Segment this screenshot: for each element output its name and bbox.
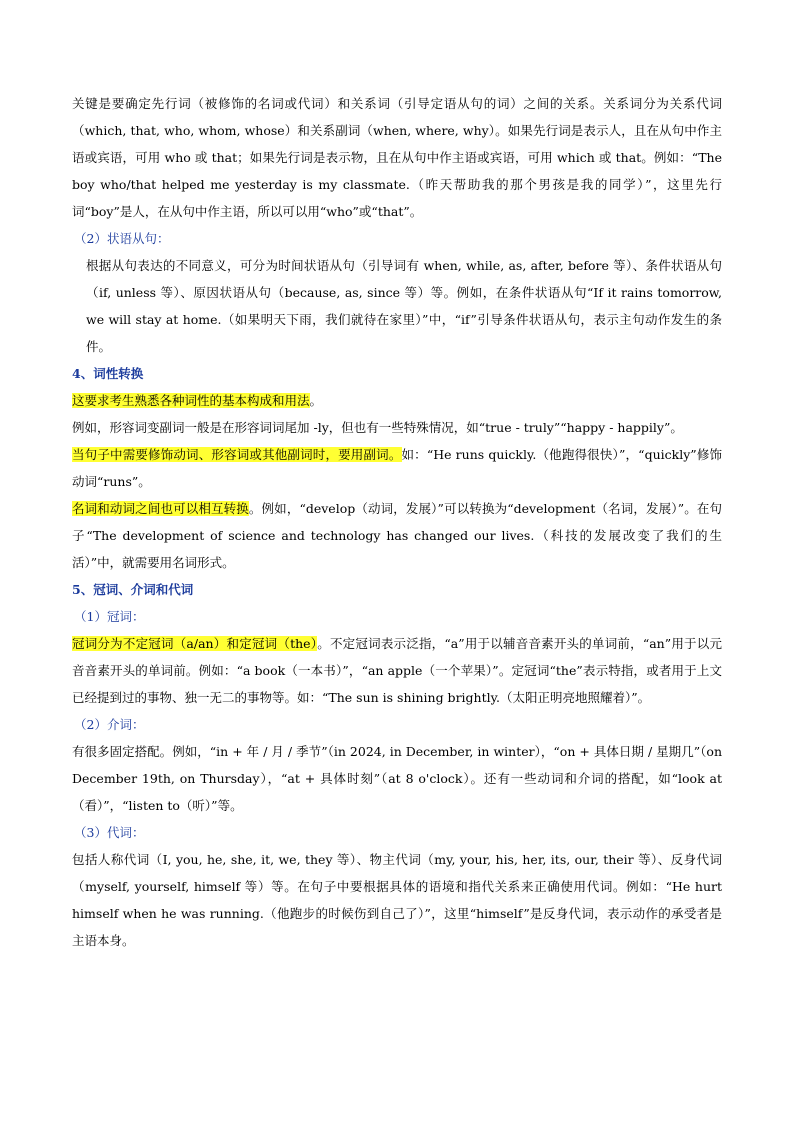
adverb-usage-paragraph bbox=[72, 441, 722, 495]
article-heading: （1）冠词： bbox=[74, 609, 145, 624]
document-page bbox=[72, 90, 722, 954]
noun-verb-tail: 。例如，“develop（动词，发展）”可以转换为“development（名词，发展）”。在句子“The development of science and technology has changed our lives.（科技的发展改变了我们的生活）”中，就需要用名词形式。 bbox=[72, 501, 722, 570]
adverb-usage-tail: 如：“He runs quickly.（他跑得很快）”，“quickly”修饰动词“runs”。 bbox=[72, 447, 722, 489]
relative-clause-paragraph: 关键是要确定先行词（被修饰的名词或代词）和关系词（引导定语从句的词）之间的关系。关系词分为关系代词（which, that, who, whom, whose）和关系副词（when, where, why）。如果先行词是表示人，且在从句中作主语或宾语，可用 who 或 that；如果先行词是表示物，且在从句中作主语或宾语，可用 which 或 that。例如：“The boy who/that helped me yesterday is my classmate.（昨天帮助我的那个男孩是我的同学）”，这里先行词“boy”是人，在从句中作主语，所以可以用“who”或“that”。 bbox=[72, 96, 722, 219]
highlight-text: 名词和动词之间也可以相互转换 bbox=[72, 501, 249, 516]
noun-verb-paragraph bbox=[72, 495, 722, 576]
intro-tail: 。 bbox=[309, 393, 323, 408]
article-paragraph bbox=[72, 630, 722, 711]
pronoun-paragraph: 包括人称代词（I, you, he, she, it, we, they 等）、物主代词（my, your, his, her, its, our, their 等）、反身代词（myself, yourself, himself 等）等。在句子中要根据具体的语境和指代关系来正确使用代词。例如：“He hurt himself when he was running.（他跑步的时候伤到自己了）”，这里“himself”是反身代词，表示动作的承受者是主语本身。 bbox=[72, 852, 722, 948]
article-tail: 。不定冠词表示泛指，“a”用于以辅音音素开头的单词前，“an”用于以元音音素开头的单词前。例如：“a book（一本书）”，“an apple（一个苹果）”。定冠词“the”表示特指，或者用于上文已经提到过的事物、独一无二的事物等。如：“The sun is shining brightly.（太阳正明亮地照耀着）”。 bbox=[72, 636, 722, 705]
highlight-text: 冠词分为不定冠词（a/an）和定冠词（the） bbox=[72, 636, 318, 651]
section-4-heading: 4、词性转换 bbox=[72, 366, 144, 381]
adverbial-clause-paragraph: 根据从句表达的不同意义，可分为时间状语从句（引导词有 when, while, as, after, before 等）、条件状语从句（if, unless 等）、原因状语从句（because, as, since 等）等。例如，在条件状语从句“If it rains tomorrow, we will stay at home.（如果明天下雨，我们就待在家里）”中，“if”引导条件状语从句，表示主句动作发生的条件。 bbox=[86, 258, 722, 354]
section-5-heading: 5、冠词、介词和代词 bbox=[72, 582, 194, 597]
preposition-heading: （2）介词： bbox=[74, 717, 145, 732]
highlight-text: 当句子中需要修饰动词、形容词或其他副词时，要用副词。 bbox=[72, 447, 402, 462]
highlight-text: 这要求考生熟悉各种词性的基本构成和用法 bbox=[72, 393, 310, 408]
part-of-speech-intro bbox=[72, 387, 722, 414]
adjective-adverb-paragraph: 例如，形容词变副词一般是在形容词词尾加 -ly，但也有一些特殊情况，如“true - truly”“happy - happily”。 bbox=[72, 420, 683, 435]
preposition-paragraph: 有很多固定搭配。例如，“in + 年 / 月 / 季节”（in 2024, in December, in winter），“on + 具体日期 / 星期几”（on December 19th, on Thursday），“at + 具体时刻”（at 8 o'clock）。还有一些动词和介词的搭配，如“look at（看）”，“listen to（听）”等。 bbox=[72, 744, 722, 813]
adverbial-clause-heading: （2）状语从句： bbox=[74, 231, 170, 246]
pronoun-heading: （3）代词： bbox=[74, 825, 145, 840]
